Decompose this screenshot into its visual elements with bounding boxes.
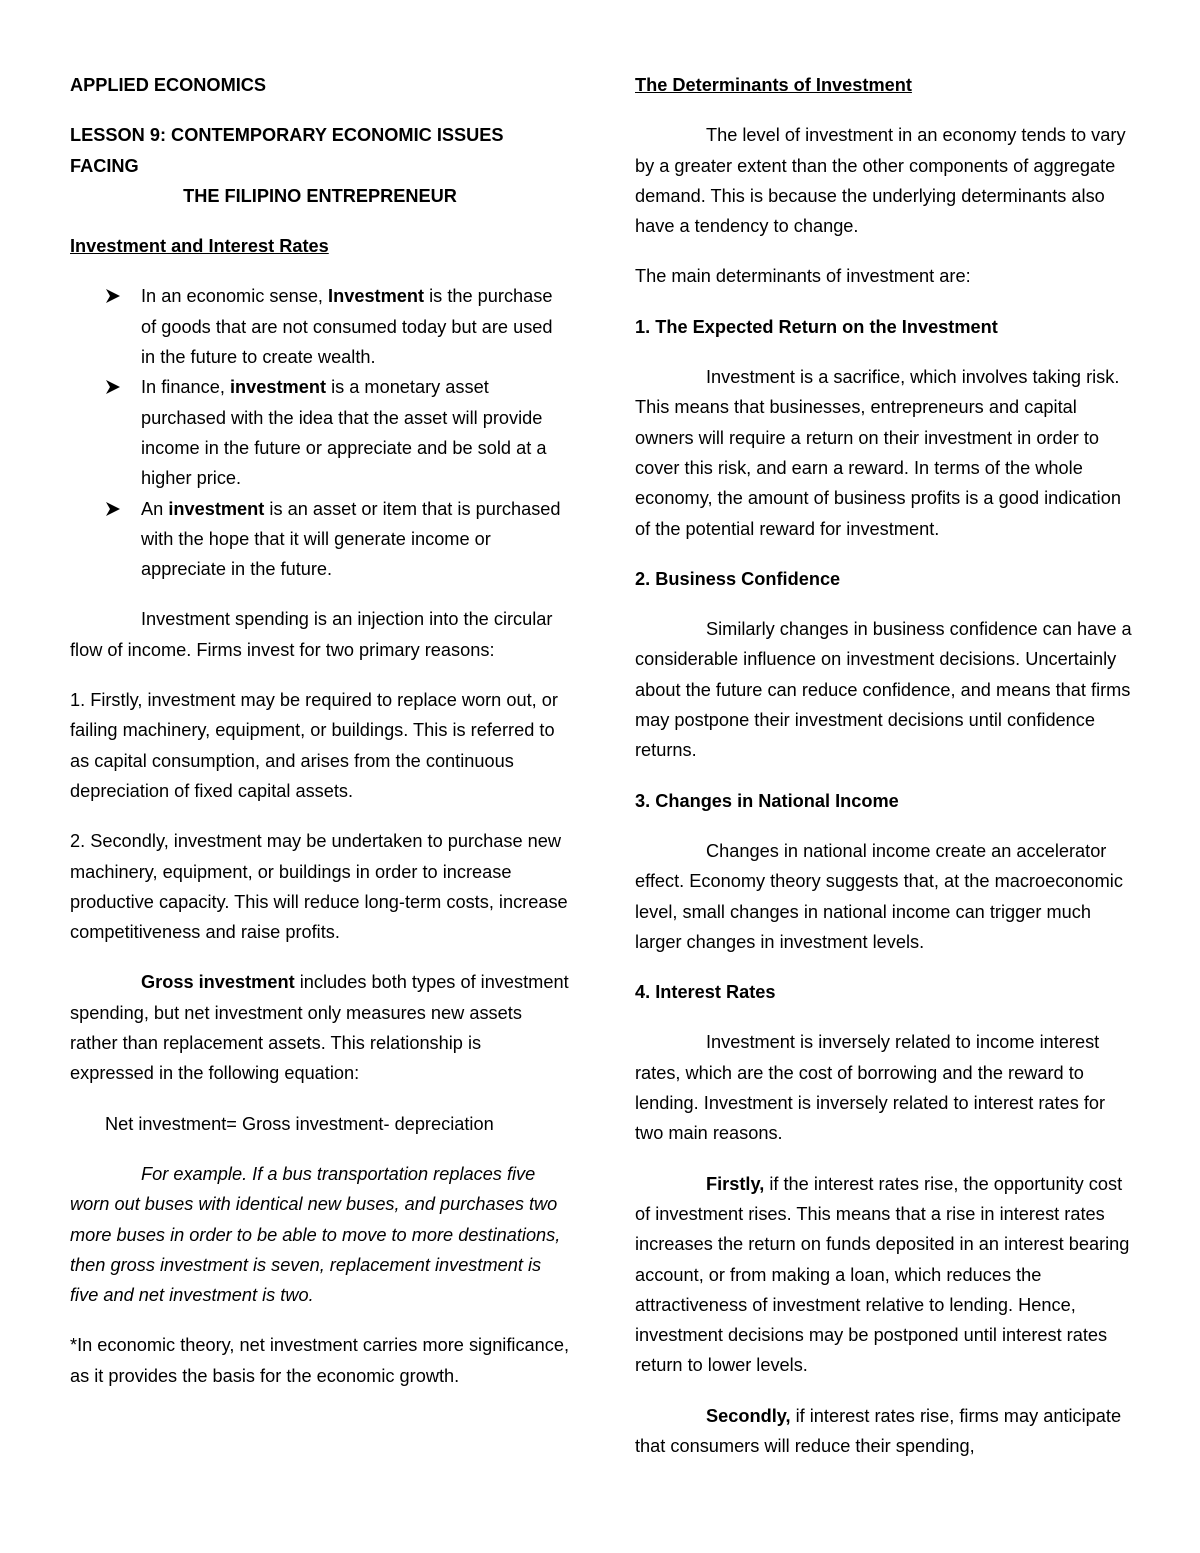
determinants-intro: The level of investment in an economy tends to vary by a greater extent than the other components of aggregate demand. This is because the underlying determinants also have a tendency to change.	[635, 125, 1126, 237]
gross-investment-paragraph: Gross investment includes both types of investment spending, but net investment only measures new assets rather than replacement assets. This relationship is expressed in the following equation:	[70, 972, 569, 1084]
lesson-title-line-2: THE FILIPINO ENTREPRENEUR	[183, 185, 457, 206]
determinant-2-heading: 2. Business Confidence	[635, 568, 841, 589]
lesson-title-line-1: LESSON 9: CONTEMPORARY ECONOMIC ISSUES FACING	[70, 125, 504, 176]
note-paragraph: *In economic theory, net investment carries more significance, as it provides the basis for the economic growth.	[70, 1335, 570, 1386]
list-item: In finance, investment is a monetary asset purchased with the idea that the asset will provide income in the future or appreciate and be sold at a higher price.	[70, 372, 570, 493]
section-heading-investment: Investment and Interest Rates	[70, 236, 329, 257]
reason-2-paragraph: 2. Secondly, investment may be undertaken to purchase new machinery, equipment, or buildings in order to increase productive capacity. This will reduce long-term costs, increase competitiveness and raise profits.	[70, 831, 568, 943]
secondly-paragraph: Secondly, if interest rates rise, firms may anticipate that consumers will reduce their spending,	[635, 1405, 1122, 1456]
list-item: An investment is an asset or item that is purchased with the hope that it will generate income or appreciate in the future.	[70, 494, 570, 585]
determinant-3-heading: 3. Changes in National Income	[635, 790, 899, 811]
list-item: In an economic sense, Investment is the purchase of goods that are not consumed today but are used in the future to create wealth.	[70, 281, 570, 372]
determinant-4-text: Investment is inversely related to income interest rates, which are the cost of borrowing and the reward to lending. Investment is inversely related to interest rates for two main reasons.	[635, 1032, 1106, 1144]
reason-1-paragraph: 1. Firstly, investment may be required to replace worn out, or failing machinery, equipment, or buildings. This is referred to as capital consumption, and arises from the continuous depreciation of fixed capital assets.	[70, 690, 558, 801]
arrowhead-bullet-icon	[103, 494, 123, 524]
definition-list	[70, 281, 570, 584]
section-heading-determinants: The Determinants of Investment	[635, 75, 912, 95]
determinant-3-text: Changes in national income create an accelerator effect. Economy theory suggests that, at the macroeconomic level, small changes in national income can trigger much larger changes in investment levels.	[635, 840, 1123, 952]
determinant-1-text: Investment is a sacrifice, which involves taking risk. This means that businesses, entrepreneurs and capital owners will require a return on their investment in order to cover this risk, and earn a reward. In terms of the whole economy, the amount of business profits is a good indication of the potential reward for investment.	[635, 367, 1121, 539]
intro-paragraph: Investment spending is an injection into the circular flow of income. Firms invest for two primary reasons:	[70, 609, 553, 660]
example-paragraph: For example. If a bus transportation replaces five worn out buses with identical new buses, and purchases two more buses in order to be able to move to more destinations, then gross investment is seven, replacement investment is five and net investment is two.	[70, 1163, 561, 1306]
determinant-1-heading: 1. The Expected Return on the Investment	[635, 316, 998, 337]
arrowhead-bullet-icon	[103, 372, 123, 402]
main-determinants-label: The main determinants of investment are:	[635, 266, 971, 287]
firstly-paragraph: Firstly, if the interest rates rise, the opportunity cost of investment rises. This means that a rise in interest rates increases the return on funds deposited in an interest bearing account, or from making a loan, which reduces the attractiveness of investment relative to lending. Hence, investment decisions may be postponed until interest rates return to lower levels.	[635, 1173, 1130, 1376]
equation: Net investment= Gross investment- depreciation	[105, 1113, 494, 1134]
right-column	[635, 70, 1135, 1461]
determinant-4-heading: 4. Interest Rates	[635, 982, 776, 1003]
course-title: APPLIED ECONOMICS	[70, 75, 267, 95]
left-column	[70, 70, 570, 1391]
arrowhead-bullet-icon	[103, 281, 123, 311]
determinant-2-text: Similarly changes in business confidence can have a considerable influence on investment decisions. Uncertainly about the future can reduce confidence, and means that firms may postpone their investment decisions until confidence returns.	[635, 619, 1132, 761]
